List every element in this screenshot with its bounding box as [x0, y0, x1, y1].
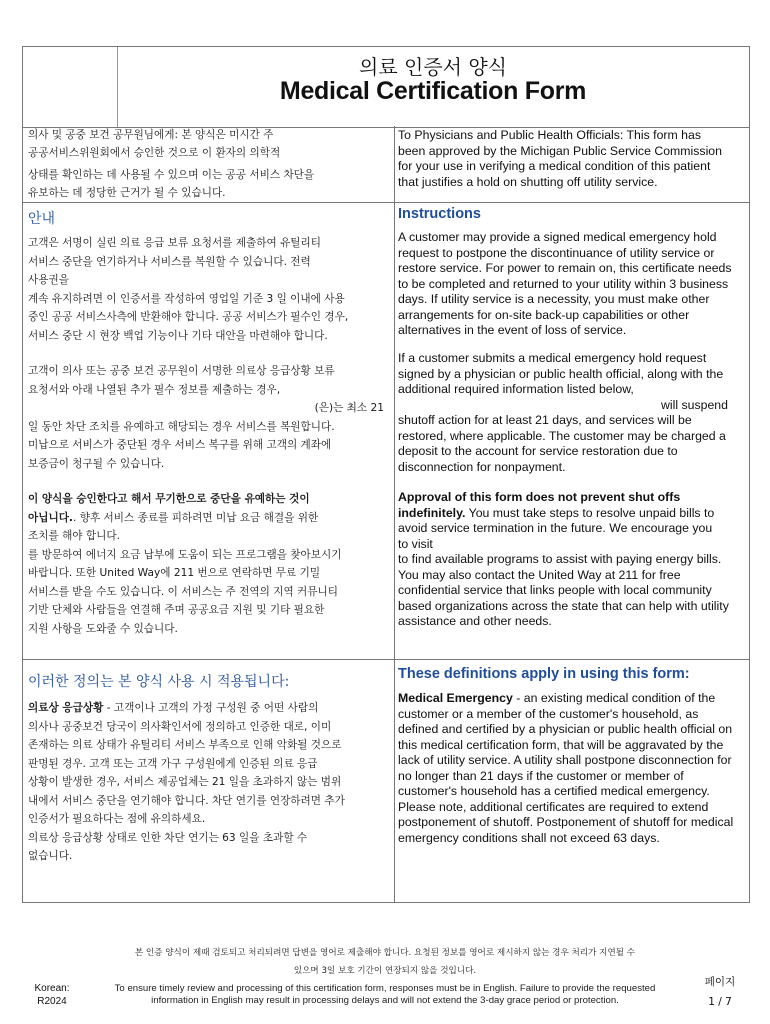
instructions-en-p2: If a customer submits a medical emergency hold request signed by a physician or public health official, along with the additional required information listed below, will suspend shutoff action for at least 21 days, and services will be restored, where applicable. The customer may be charged a deposit to the account for service restoration due to disconnection for nonpayment. [398, 351, 728, 474]
footer-notice-english: To ensure timely review and processing of this certification form, responses must be in English. Failure to provide the requested information in English may result in processing delays and will not extend the 3-day grace period or protection. [114, 983, 656, 1006]
title-korean: 의료 인증서 양식 [359, 55, 507, 79]
footer-language-version [26, 982, 78, 1008]
instructions-en-p1: A customer may provide a signed medical emergency hold request to postpone the discontinuance of utility service or restore service. For power to remain on, this certificate needs to be completed and returned to your utility within 3 business days. If utility service is a necessity, you must make other arrangements for on-site back-up capabilities or other alternatives in the event of loss of service. [398, 230, 732, 337]
definitions-english: Medical Emergency - an existing medical condition of the customer or a member of the customer's household, as defined and certified by a physician or public health official on this medical certification form, that will be aggravated by the lack of utility service. A utility shall postpone disconnection for no longer than 21 days if the customer or member of customer's household has a certified medical emergency. Please note, additional certificates are required to extend postponement of shutoff. Postponement of shutoff for medical emergency conditions shall not exceed 63 days. [398, 691, 734, 845]
column-divider [394, 126, 395, 902]
logo-placeholder [23, 47, 118, 127]
instructions-en-p3: Approval of this form does not prevent shut offs indefinitely. You must take steps to resolve unpaid bills to avoid service termination in the future. We encourage you to visit to find available programs to assist with paying energy bills. You may also contact the United Way at 211 for free confidential service that links people with local community based organizations across the state that can help with utility assistance and other needs. [398, 490, 729, 628]
footer-page [690, 972, 750, 1012]
instructions-ko-p2: 고객이 의사 또는 공중 보건 공무원이 서명한 의료상 응급상황 보류 요청서와 아래 나열된 추가 필수 정보를 제출하는 경우, (은)는 최소 21 일 동안 차단 조치를 유예하고 해당되는 경우 서비스를 복원합니다. 미납으로 서비스가 중단된 경우 서비스 복구를 위해 고객의 계좌에 보증금이 청구될 수 있습니다. [28, 365, 384, 470]
footer-notice-korean: 본 인증 양식이 제때 검토되고 처리되려면 답변을 영어로 제출해야 합니다. 요청된 정보를 영어로 제시하지 않는 경우 처리가 지연될 수 있으며 3일 보호 기간이 연장되지 않을 것입니다. [134, 948, 636, 976]
definitions-heading-english: These definitions apply in using this form: [398, 666, 690, 682]
instructions-heading-korean: 안내 [28, 211, 56, 227]
footer-language: Korean: [34, 983, 70, 994]
footer-version: R2024 [37, 996, 67, 1007]
instructions-ko-p1: 고객은 서명이 실린 의료 응급 보류 요청서를 제출하여 유틸리티 서비스 중단을 연기하거나 서비스를 복원할 수 있습니다. 전력 사용권을 계속 유지하려면 이 인증서를 작성하여 영업일 기준 3 일 이내에 사용 중인 공공 서비스사측에 반환해야 합니다. 공공 서비스가 필수인 경우, 서비스 중단 시 현장 백업 기능이나 기타 대안을 마련해야 합니다. [28, 237, 349, 342]
intro-korean: 의사 및 공중 보건 공무원님에게: 본 양식은 미시간 주 공공서비스위원회에서 승인한 것으로 이 환자의 의학적 상태를 확인하는 데 사용될 수 있으며 이는 공공 서비스 차단을 유보하는 데 정당한 근거가 될 수 있습니다. [28, 129, 315, 199]
instructions-ko-p3: 이 양식을 승인한다고 해서 무기한으로 중단을 유예하는 것이 아닙니다.. 향후 서비스 종료를 피하려면 미납 요금 해결을 위한 조치를 해야 합니다. 를 방문하여 에너지 요금 납부에 도움이 되는 프로그램을 찾아보시기 바랍니다. 또한 United Way에 211 번으로 연락하면 무료 기밀 서비스를 받을 수도 있습니다. 이 서비스는 주 전역의 지역 커뮤니티 기반 단체와 사람들을 연결해 주며 공공요금 지원 및 기타 필요한 지원 사항을 도와줄 수 있습니다. [28, 493, 342, 635]
title-english: Medical Certification Form [279, 77, 587, 105]
definitions-heading-korean: 이러한 정의는 본 양식 사용 시 적용됩니다: [28, 674, 290, 690]
row-divider-intro [23, 202, 749, 203]
form-header [22, 46, 750, 128]
content-table [22, 126, 750, 903]
page-label: 페이지 [704, 976, 736, 988]
instructions-heading-english: Instructions [398, 206, 481, 222]
definitions-korean: 의료상 응급상황 - 고객이나 고객의 가정 구성원 중 어떤 사람의 의사나 공중보건 당국이 의사확인서에 정의하고 인증한 대로, 이미 존재하는 의료 상태가 유틸리티 서비스 부족으로 인해 악화될 것으로 판명된 경우. 고객 또는 고객 가구 구성원에게 인증된 의료 응급 상황이 발생한 경우, 서비스 제공업체는 21 일을 초과하지 않는 범위 내에서 서비스 중단을 연기해야 합니다. 차단 연기를 연장하려면 추가 인증서가 필요하다는 점에 유의하세요. 의료상 응급상황 상태로 인한 차단 연기는 63 일을 초과할 수 없습니다. [28, 702, 345, 862]
page-number: 1 / 7 [708, 996, 732, 1008]
row-divider-instructions [23, 659, 749, 660]
intro-english: To Physicians and Public Health Officials: This form has been approved by the Michigan Public Service Commission for your use in verifying a medical condition of this patient that justifies a hold on shutting off utility service. [398, 128, 722, 189]
